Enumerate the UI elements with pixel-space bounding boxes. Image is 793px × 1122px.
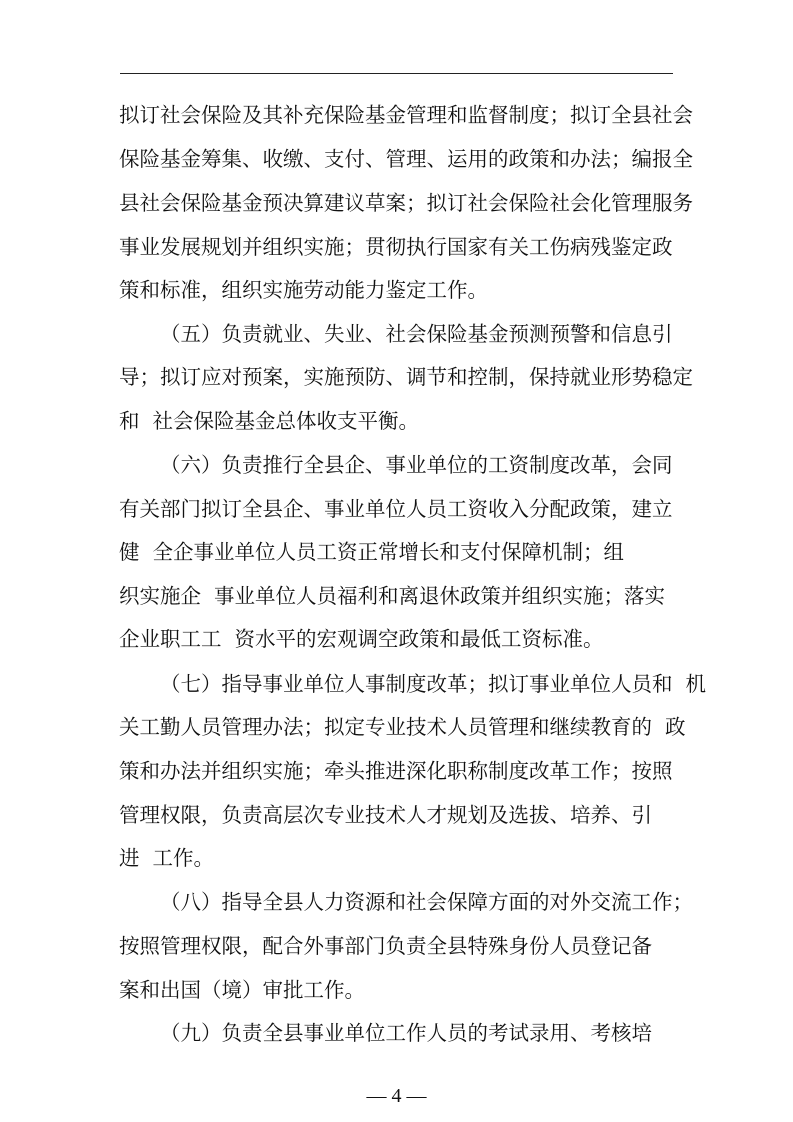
text-line: 按照管理权限，配合外事部门负责全县特殊身份人员登记备 (119, 934, 652, 958)
text-line: 织实施企 事业单位人员福利和离退休政策并组织实施；落实 (119, 584, 666, 608)
paragraph-first-line: （五）负责就业、失业、社会保险基金预测预警和信息引 (160, 322, 673, 346)
text-line: 案和出国（境）审批工作。 (119, 978, 365, 1002)
text-line: 县社会保险基金预决算建议草案；拟订社会保险社会化管理服务 (119, 191, 693, 215)
text-line: 关工勤人员管理办法；拟定专业技术人员管理和继续教育的 政 (119, 715, 686, 739)
text-line: 拟订社会保险及其补充保险基金管理和监督制度；拟订全县社会 (119, 103, 693, 127)
text-line: 和 社会保险基金总体收支平衡。 (119, 409, 420, 433)
header-rule (120, 73, 673, 74)
text-line: 策和办法并组织实施；牵头推进深化职称制度改革工作；按照 (119, 759, 673, 783)
text-line: 健 全企事业单位人员工资正常增长和支付保障机制；组 (119, 540, 625, 564)
text-line: 有关部门拟订全县企、事业单位人员工资收入分配政策，建立 (119, 497, 673, 521)
text-line: 导；拟订应对预案，实施预防、调节和控制，保持就业形势稳定 (119, 365, 693, 389)
text-line: 企业职工工 资水平的宏观调空政策和最低工资标准。 (119, 627, 604, 651)
text-line: 保险基金筹集、收缴、支付、管理、运用的政策和办法；编报全 (119, 147, 693, 171)
text-line: 事业发展规划并组织实施；贯彻执行国家有关工伤病残鉴定政 (119, 235, 673, 259)
text-line: 进 工作。 (119, 846, 215, 870)
paragraph-first-line: （九）负责全县事业单位工作人员的考试录用、考核培 (160, 1021, 652, 1045)
paragraph-first-line: （七）指导事业单位人事制度改革；拟订事业单位人员和 机 (160, 672, 707, 696)
page-number: — 4 — (366, 1085, 427, 1107)
paragraph-first-line: （八）指导全县人力资源和社会保障方面的对外交流工作； (160, 890, 693, 914)
text-line: 策和标准，组织实施劳动能力鉴定工作。 (119, 278, 488, 302)
text-line: 管理权限，负责高层次专业技术人才规划及选拔、培养、引 (119, 803, 652, 827)
paragraph-first-line: （六）负责推行全县企、事业单位的工资制度改革，会同 (160, 453, 673, 477)
